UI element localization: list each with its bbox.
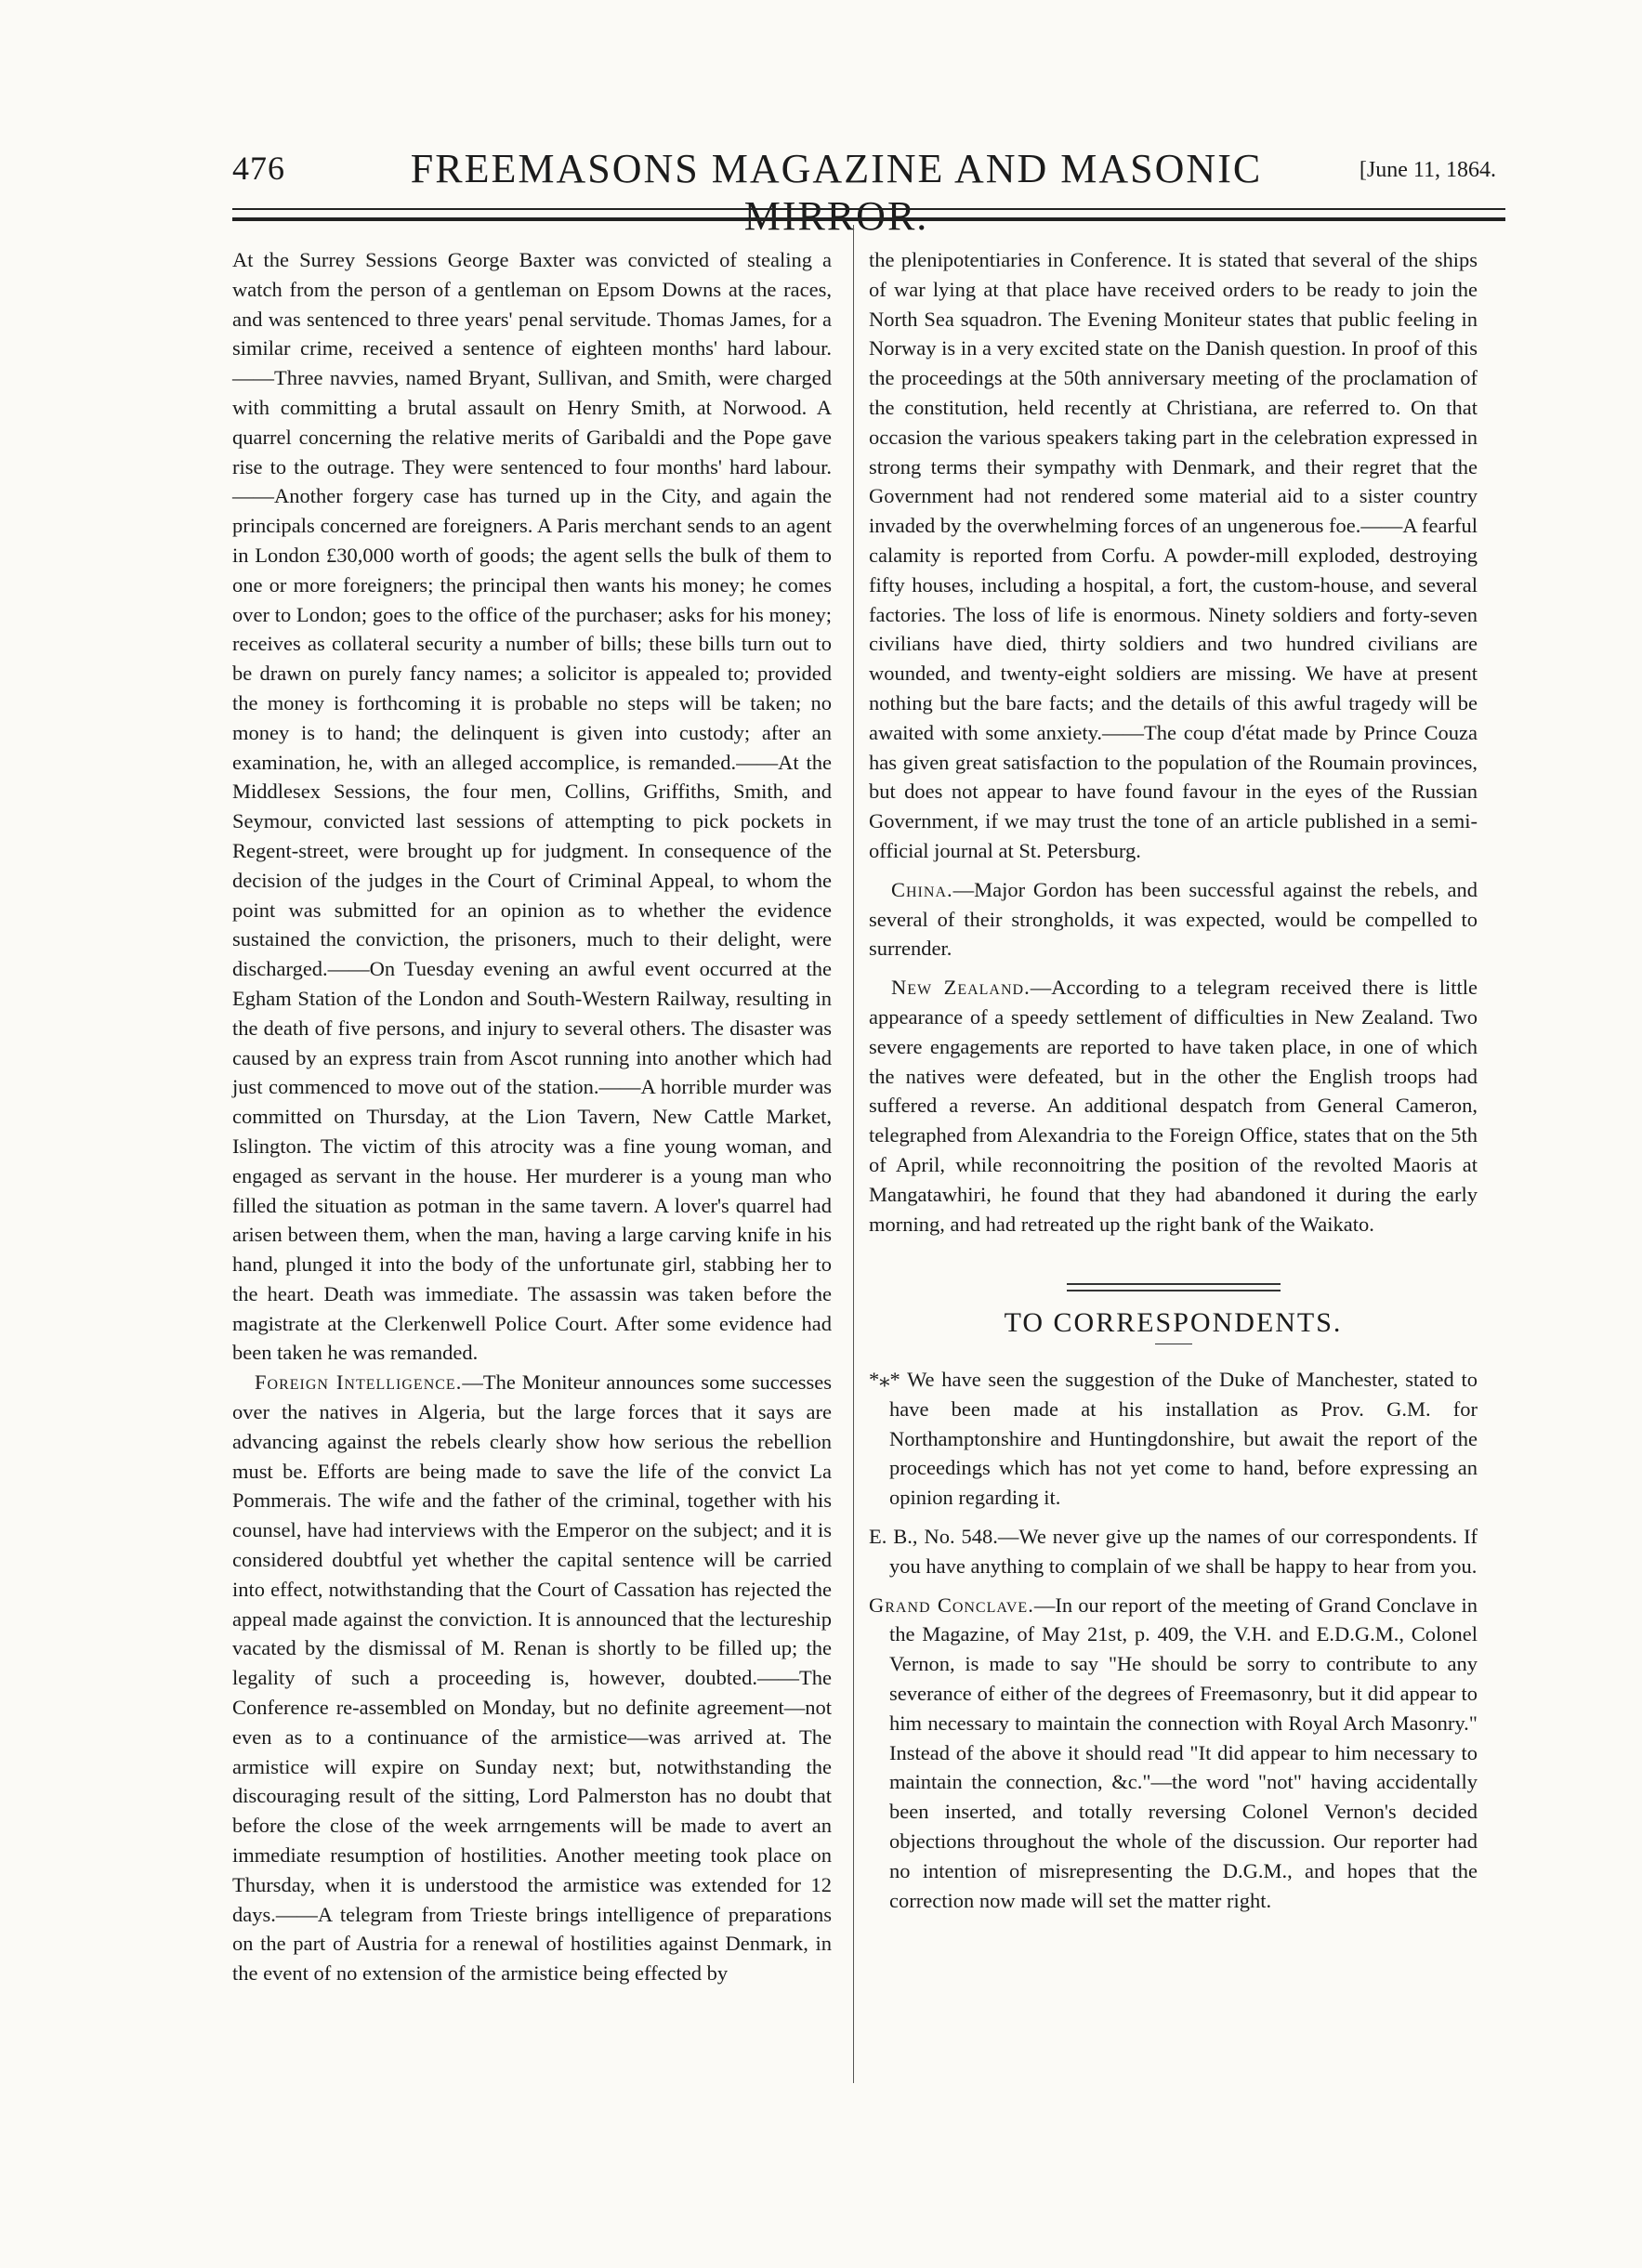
correspondents-heading: TO CORRESPONDENTS. bbox=[1004, 1307, 1343, 1339]
magazine-title: FREEMASONS MAGAZINE AND MASONIC MIRROR. bbox=[410, 146, 1263, 239]
section-lead: Foreign Intelligence. bbox=[255, 1370, 463, 1395]
home-news-paragraph: At the Surrey Sessions George Baxter was convicted of stealing a watch from the person of a gentleman on Epsom Downs at the races, and was sentenced to three years' penal servitude. Thomas James, for a similar crime, received a sentence of eighteen months' hard labour.——Three navvies, named Bryant, Sullivan, and Smith, were charged with committing a brutal assault on Henry Smith, at Norwood. A quarrel concerning the relative merits of Garibaldi and the Pope gave rise to the outrage. They were sentenced to four months' hard labour.——Another forgery case has turned up in the City, and again the principals concerned are foreigners. A Paris merchant sends to an agent in London £30,000 worth of goods; the agent sells the bulk of them to one or more foreigners; the principal then wants his money; he comes over to London; goes to the office of the purchaser; asks for his money; receives as collateral security a number of bills; these bills turn out to be drawn on purely fancy names; a solicitor is appealed to; provided the money is forthcoming it is probable no steps will be taken; no money is to hand; the delinquent is given into custody; after an examination, he, with an alleged accomplice, is remanded.——At the Middlesex Sessions, the four men, Collins, Griffiths, Smith, and Seymour, convicted last sessions of attempting to pick pockets in Regent-street, were brought up for judgment. In consequence of the decision of the judges in the Court of Criminal Appeal, to whom the point was submitted for an opinion as to whether the evidence sustained the conviction, the prisoners, much to their delight, were discharged.——On Tuesday evening an awful event occurred at the Egham Station of the London and South-Western Railway, resulting in the death of five persons, and injury to several others. The disaster was caused by an express train from Ascot running into another which had just commenced to move out of the station.——A horrible murder was committed on Thursday, at the Lion Tavern, New Cattle Market, Islington. The victim of this atrocity was a fine young woman, and engaged as servant in the house. Her murderer is a young man who filled the situation as potman in the same tavern. A lover's quarrel had arisen between them, when the man, having a large carving knife in his hand, plunged it into the body of the unfortunate girl, stabbing her to the heart. Death was immediate. The assassin was taken before the magistrate at the Clerkenwell Police Court. After some evidence had been taken he was remanded. bbox=[232, 248, 832, 1365]
page-number: 476 bbox=[232, 150, 285, 187]
new-zealand-paragraph bbox=[869, 973, 1478, 1239]
correspondent-note: *⁎* We have seen the suggestion of the Duke of Manchester, stated to have been made at his installation as Prov. G.M. for Northamptonshire and Huntingdonshire, but await the report of the proceedings which has not yet come to hand, before expressing an opinion regarding it. bbox=[869, 1368, 1478, 1510]
right-column bbox=[869, 245, 1478, 1915]
issue-date: [June 11, 1864. bbox=[1359, 158, 1496, 182]
correspondent-note: E. B., No. 548.—We never give up the names of our correspondents. If you have anything to complain of we shall be happy to hear from you. bbox=[869, 1525, 1478, 1578]
header-rule-thick bbox=[232, 217, 1505, 221]
paragraph-text: —The Moniteur announces some successes over the natives in Algeria, but the large forces that it says are advancing against the rebels clearly show how serious the rebellion must be. Efforts are being made to save the life of the convict La Pommerais. The wife and the father of the criminal, together with his counsel, have had interviews with the Emperor on the subject; and it is considered doubtful yet whether the capital sentence will be carried into effect, notwithstanding that the Court of Cassation has rejected the appeal made against the conviction. It is announced that the lectureship vacated by the dismissal of M. Renan is shortly to be filled up; the legality of such a proceeding is, however, doubted.——The Conference re-assembled on Monday, but no definite agreement—not even as to a continuance of the armistice—was arrived at. The armistice will expire on Sunday next; but, notwithstanding the discouraging result of the sitting, Lord Palmerston has no doubt that before the close of the week arrngements will be made to avert an immediate resumption of hostilities. Another meeting took place on Thursday, when it is understood the armistice was extended for 12 days.——A telegram from Trieste brings intelligence of preparations on the part of Austria for a renewal of hostilities against Denmark, in the event of no extension of the armistice being effected by bbox=[232, 1370, 833, 1986]
page-header bbox=[232, 139, 1505, 239]
foreign-intelligence-paragraph bbox=[232, 1368, 832, 1988]
column-divider bbox=[853, 225, 854, 2083]
section-separator bbox=[1067, 1283, 1281, 1291]
continued-paragraph: the plenipotentiaries in Conference. It is stated that several of the ships of war lying at that place have received orders to be ready to join the North Sea squadron. The Evening Moniteur states that public feeling in Norway is in a very excited state on the Danish question. In proof of this the proceedings at the 50th anniversary meeting of the proclamation of the constitution, held recently at Christiana, are referred to. On that occasion the various speakers taking part in the celebration expressed in strong terms their sympathy with Denmark, and their regret that the Government had not rendered some material aid to a sister country invaded by the overwhelming forces of an ungenerous foe.——A fearful calamity is reported from Corfu. A powder-mill exploded, destroying fifty houses, including a hospital, a fort, the custom-house, and several factories. The loss of life is enormous. Ninety soldiers and forty-seven civilians have died, thirty soldiers and two hundred civilians are wounded, and twenty-eight soldiers are missing. We have at present nothing but the bare facts; and the details of this awful tragedy will be awaited with some anxiety.——The coup d'état made by Prince Couza has given great satisfaction to the population of the Roumain provinces, but does not appear to have found favour in the eyes of the Russian Government, if we may trust the tone of an article published in a semi-official journal at St. Petersburg. bbox=[869, 248, 1478, 862]
header-rule-thin bbox=[232, 208, 1505, 210]
left-column bbox=[232, 245, 832, 1988]
paragraph-text: —According to a telegram received there is little appearance of a speedy settlement of difficulties in New Zealand. Two severe engagements are reported to have taken place, in one of which the natives were defeated, but in the other the English troops had suffered a reverse. An additional despatch from General Cameron, telegraphed from Alexandria to the Foreign Office, states that on the 5th of April, while reconnoitring the position of the revolted Maoris at Mangatawhiri, he found that they had abandoned it during the early morning, and had retreated up the right bank of the Waikato. bbox=[869, 976, 1478, 1236]
section-lead: New Zealand. bbox=[891, 976, 1031, 1000]
paragraph-text: —Major Gordon has been successful against the rebels, and several of their strongholds, it was expected, would be compelled to surrender. bbox=[869, 877, 1478, 961]
china-paragraph bbox=[869, 875, 1478, 964]
correspondent-note bbox=[869, 1591, 1478, 1916]
section-lead: China. bbox=[891, 877, 953, 901]
section-lead: Grand Conclave. bbox=[869, 1593, 1034, 1617]
paragraph-text: —In our report of the meeting of Grand Conclave in the Magazine, of May 21st, p. 409, the V.H. and E.D.G.M., Colonel Vernon, is made to say "He should be sorry to contribute to any severance of either of the degrees of Freemasonry, but it did appear to him necessary to maintain the connection with Royal Arch Masonry." Instead of the above it should read "It did appear to him necessary to maintain the connection, &c."—the word "not" having accidentally been inserted, and totally reversing Colonel Vernon's decided objections throughout the whole of the discussion. Our reporter had no intention of misrepresenting the D.G.M., and hopes that the correction now made will set the matter right. bbox=[889, 1593, 1478, 1912]
